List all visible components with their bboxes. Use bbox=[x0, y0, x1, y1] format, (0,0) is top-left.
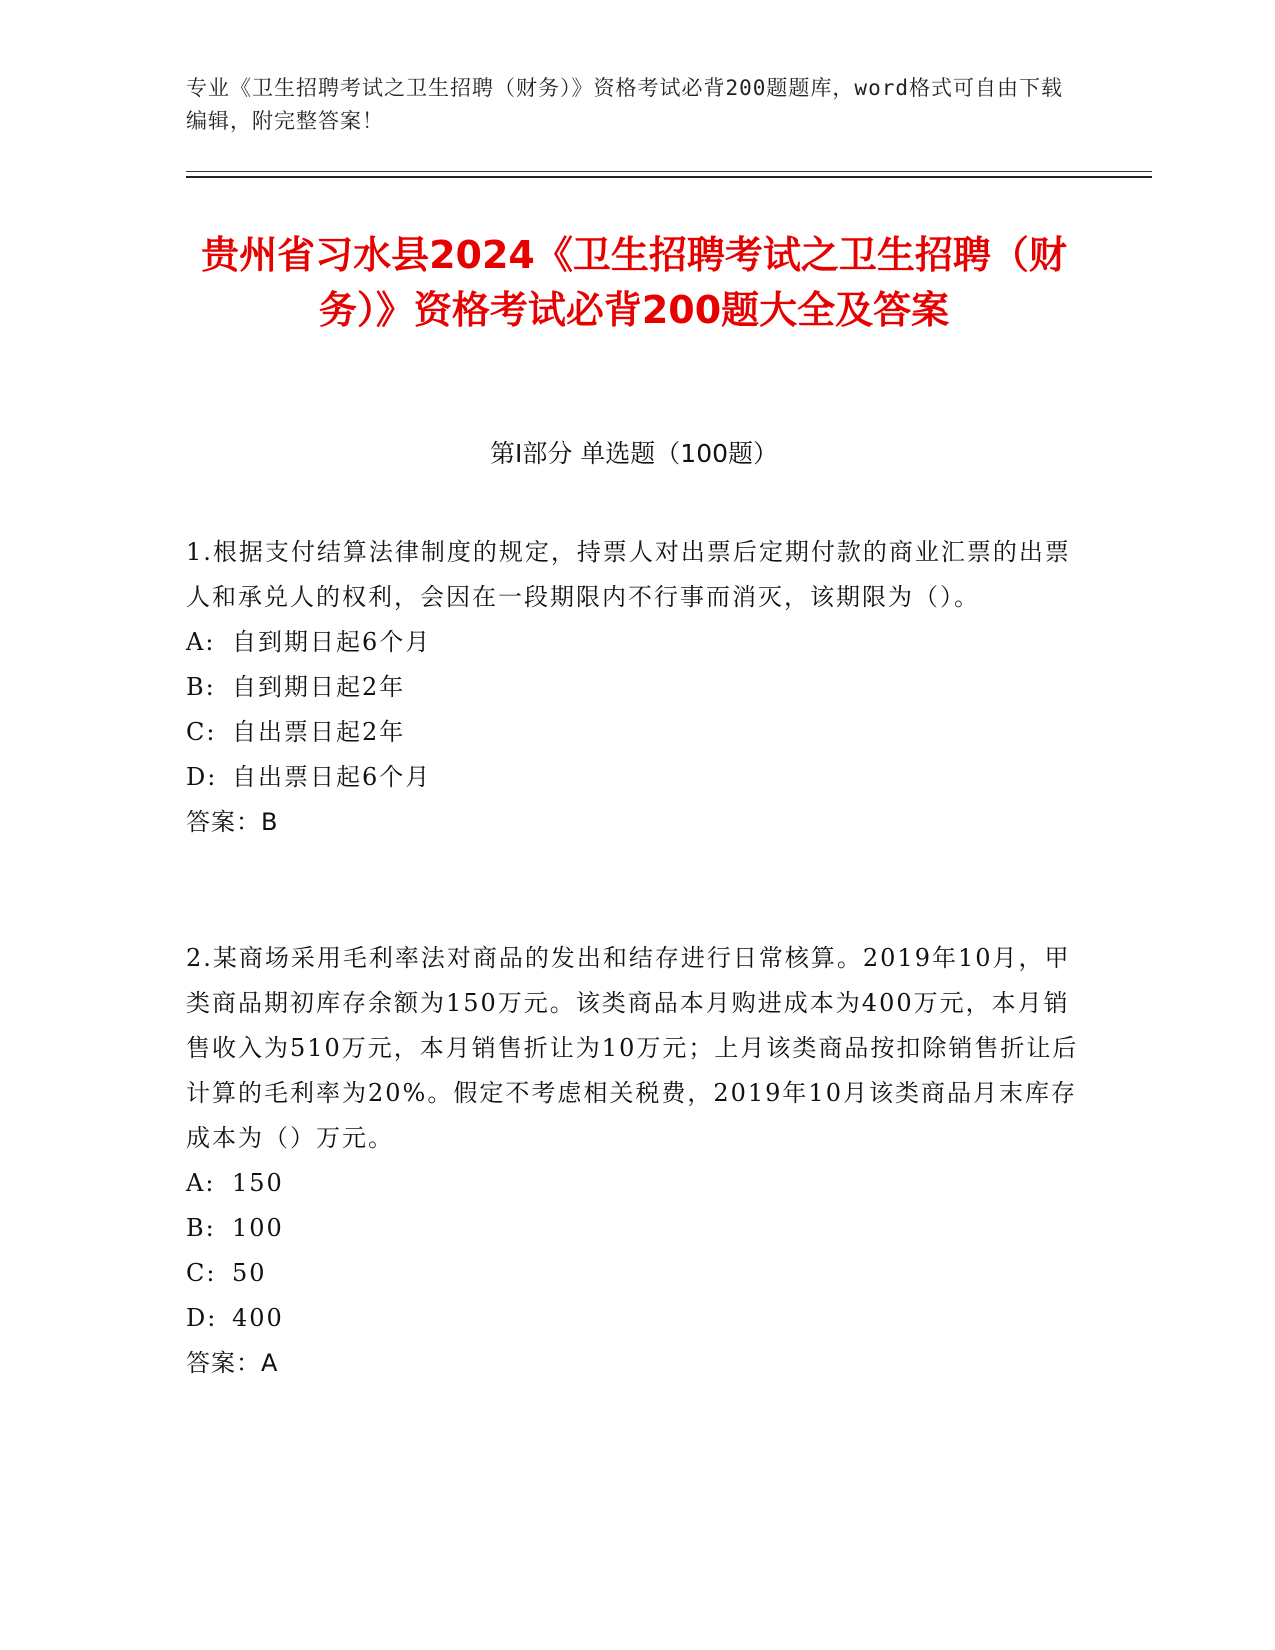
option-text: 自到期日起6个月 bbox=[232, 628, 432, 656]
option-letter: B: bbox=[186, 673, 216, 701]
option-letter: C: bbox=[186, 1259, 217, 1287]
document-title: 贵州省习水县2024《卫生招聘考试之卫生招聘（财务）》资格考试必背200题大全及答案 bbox=[201, 233, 1067, 332]
option-letter: C: bbox=[186, 718, 217, 746]
option-b bbox=[186, 665, 1082, 710]
header-divider-thick bbox=[186, 176, 1152, 178]
option-d bbox=[186, 755, 1082, 800]
header-note: 专业《卫生招聘考试之卫生招聘（财务）》资格考试必背200题题库，word格式可自由下载编辑，附完整答案！ bbox=[186, 76, 1063, 133]
section-title: 第I部分 单选题（100题） bbox=[489, 439, 779, 468]
option-text: 自出票日起2年 bbox=[232, 718, 406, 746]
option-text: 400 bbox=[232, 1304, 284, 1332]
question-stem: 1.根据支付结算法律制度的规定，持票人对出票后定期付款的商业汇票的出票人和承兑人的权利，会因在一段期限内不行事而消灭，该期限为（）。 bbox=[186, 538, 1071, 611]
option-a bbox=[186, 620, 1082, 665]
question-stem: 2.某商场采用毛利率法对商品的发出和结存进行日常核算。2019年10月，甲类商品期初库存余额为150万元。该类商品本月购进成本为400万元，本月销售收入为510万元，本月销售折让为10万元；上月该类商品按扣除销售折让后计算的毛利率为20%。假定不考虑相关税费，2019年10月该类商品月末库存成本为（）万元。 bbox=[186, 944, 1079, 1152]
option-text: 自到期日起2年 bbox=[232, 673, 406, 701]
answer-line: 答案：A bbox=[186, 1349, 279, 1377]
option-letter: A: bbox=[186, 1169, 216, 1197]
option-text: 150 bbox=[232, 1169, 284, 1197]
option-b bbox=[186, 1206, 1082, 1251]
option-letter: D: bbox=[186, 1304, 218, 1332]
answer-line: 答案：B bbox=[186, 808, 279, 836]
question-block bbox=[186, 530, 1082, 845]
option-letter: A: bbox=[186, 628, 216, 656]
option-letter: B: bbox=[186, 1214, 216, 1242]
option-d bbox=[186, 1296, 1082, 1341]
option-letter: D: bbox=[186, 763, 218, 791]
question-block bbox=[186, 936, 1082, 1386]
option-c bbox=[186, 1251, 1082, 1296]
option-c bbox=[186, 710, 1082, 755]
option-text: 自出票日起6个月 bbox=[232, 763, 432, 791]
option-a bbox=[186, 1161, 1082, 1206]
option-text: 100 bbox=[232, 1214, 284, 1242]
header-divider-thin bbox=[186, 171, 1152, 172]
option-text: 50 bbox=[232, 1259, 267, 1287]
